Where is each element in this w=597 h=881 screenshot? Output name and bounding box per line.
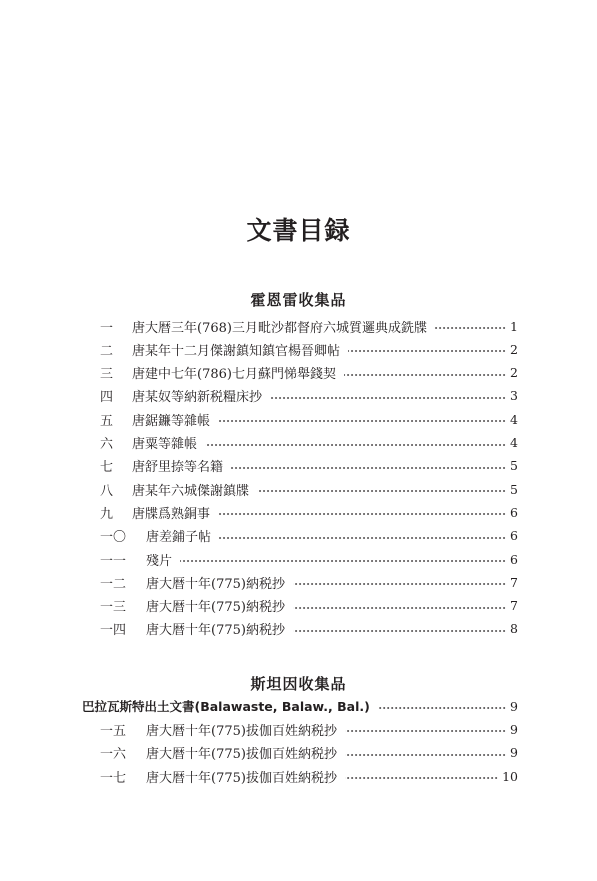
toc-entry-page: 6: [510, 504, 518, 520]
toc-entry-number: 一六: [100, 747, 127, 762]
toc-entry-number: 九: [100, 506, 114, 522]
toc-entry-title: 唐粟等雜帳: [132, 437, 198, 452]
toc-entry-page: 7: [510, 598, 518, 614]
dot-leader: [378, 707, 506, 709]
toc-entry[interactable]: [100, 595, 518, 617]
toc-entry-number: 一三: [100, 600, 127, 616]
toc-entry[interactable]: [100, 315, 518, 337]
toc-entry-page: 9: [510, 698, 518, 714]
toc-entry-page: 9: [510, 721, 518, 737]
toc-entry-title: 唐差鋪子帖: [146, 530, 212, 546]
toc-entry-title: 唐大暦十年(775)拔伽百姓納税抄: [146, 723, 337, 739]
dot-leader: [293, 583, 506, 585]
toc-entry-page: 5: [510, 458, 518, 474]
toc-entry-number: 一〇: [100, 530, 127, 546]
toc-entry[interactable]: [100, 501, 518, 523]
toc-entry[interactable]: [100, 408, 518, 430]
toc-entry-number: 八: [100, 483, 114, 499]
toc-entry-title: 唐大暦三年(768)三月毗沙都督府六城質邏典成銑牒: [132, 320, 427, 336]
dot-leader: [293, 630, 506, 632]
toc-entry[interactable]: [100, 478, 518, 500]
toc-entry-number: 一一: [100, 553, 127, 569]
section-heading-hoernle: 霍恩雷收集品: [250, 291, 347, 309]
toc-entry-number: 一七: [100, 770, 127, 786]
toc-entry-number: 六: [100, 437, 114, 452]
dot-leader: [345, 754, 506, 756]
toc-entry-title: 唐牒爲熟銅事: [132, 506, 211, 522]
dot-leader: [293, 607, 506, 609]
toc-entry[interactable]: [100, 432, 518, 454]
toc-entry-page: 2: [510, 341, 518, 357]
toc-entry-number: 二: [100, 343, 114, 359]
dot-leader: [345, 730, 506, 732]
toc-entry-title: 唐某年六城傑謝鎮牒: [132, 483, 250, 499]
toc-entry-title: 唐大暦十年(775)拔伽百姓納税抄: [146, 770, 337, 786]
section-heading-stein: 斯坦因收集品: [250, 675, 347, 693]
toc-entry[interactable]: [100, 455, 518, 477]
toc-entry-title: 巴拉瓦斯特出土文書(Balawaste, Balaw., Bal.): [82, 699, 370, 714]
dot-leader: [180, 560, 506, 562]
toc-entry-title: 唐大暦十年(775)拔伽百姓納税抄: [146, 747, 337, 762]
toc-entry-page: 9: [510, 745, 518, 760]
toc-entry-title: 唐大暦十年(775)納税抄: [146, 623, 285, 639]
toc-entry-page: 3: [510, 388, 518, 404]
toc-entry[interactable]: [100, 385, 518, 407]
toc-entry-title: 唐某奴等納新税糧床抄: [132, 390, 263, 406]
toc-entry-number: 一四: [100, 623, 127, 639]
toc-entry-page: 8: [510, 621, 518, 637]
toc-entry-number: 一: [100, 320, 114, 336]
toc-entry-number: 七: [100, 460, 114, 476]
toc-entry[interactable]: [100, 362, 518, 384]
toc-entry-title: 唐大暦十年(775)納税抄: [146, 600, 285, 616]
dot-leader: [218, 420, 506, 422]
toc-entry-title: 殘片: [146, 553, 173, 569]
toc-entry-title: 唐某年十二月傑謝鎮知鎮官楊晉卿帖: [132, 343, 341, 359]
toc-entry[interactable]: [100, 765, 518, 787]
dot-leader: [344, 374, 506, 376]
dot-leader: [270, 397, 506, 399]
toc-entry[interactable]: [100, 571, 518, 593]
toc-entry[interactable]: [100, 548, 518, 570]
toc-entry-page: 1: [510, 318, 518, 334]
dot-leader: [348, 350, 506, 352]
toc-entry[interactable]: [100, 742, 518, 764]
dot-leader: [257, 490, 506, 492]
dot-leader: [205, 444, 506, 446]
toc-entry-page: 5: [510, 481, 518, 497]
toc-entry-page: 6: [510, 528, 518, 544]
toc-entry-title: 唐舒里捺等名籍: [132, 460, 224, 476]
toc-entry-number: 三: [100, 367, 114, 383]
toc-entry-number: 一五: [100, 723, 127, 739]
toc-sub-heading[interactable]: [82, 695, 518, 717]
page-title: 文書目録: [246, 216, 351, 245]
toc-entry[interactable]: [100, 338, 518, 360]
dot-leader: [345, 777, 498, 779]
dot-leader: [231, 467, 506, 469]
toc-entry-title: 唐鋸鐮等雜帳: [132, 413, 211, 429]
toc-entry-page: 6: [510, 551, 518, 567]
toc-entry[interactable]: [100, 718, 518, 740]
toc-entry-page: 10: [502, 768, 518, 784]
toc-entry-page: 2: [510, 365, 518, 381]
toc-entry-page: 7: [510, 574, 518, 590]
toc-entry-number: 五: [100, 413, 114, 429]
dot-leader: [219, 537, 506, 539]
dot-leader: [218, 513, 506, 515]
toc-entry-number: 一二: [100, 576, 127, 592]
toc-entry[interactable]: [100, 618, 518, 640]
toc-entry-page: 4: [510, 435, 518, 450]
toc-entry-title: 唐大暦十年(775)納税抄: [146, 576, 285, 592]
toc-entry[interactable]: [100, 525, 518, 547]
toc-entry-page: 4: [510, 411, 518, 427]
toc-entry-title: 唐建中七年(786)七月蘇門悌舉錢契: [132, 367, 336, 383]
dot-leader: [435, 327, 506, 329]
toc-entry-number: 四: [100, 390, 114, 406]
